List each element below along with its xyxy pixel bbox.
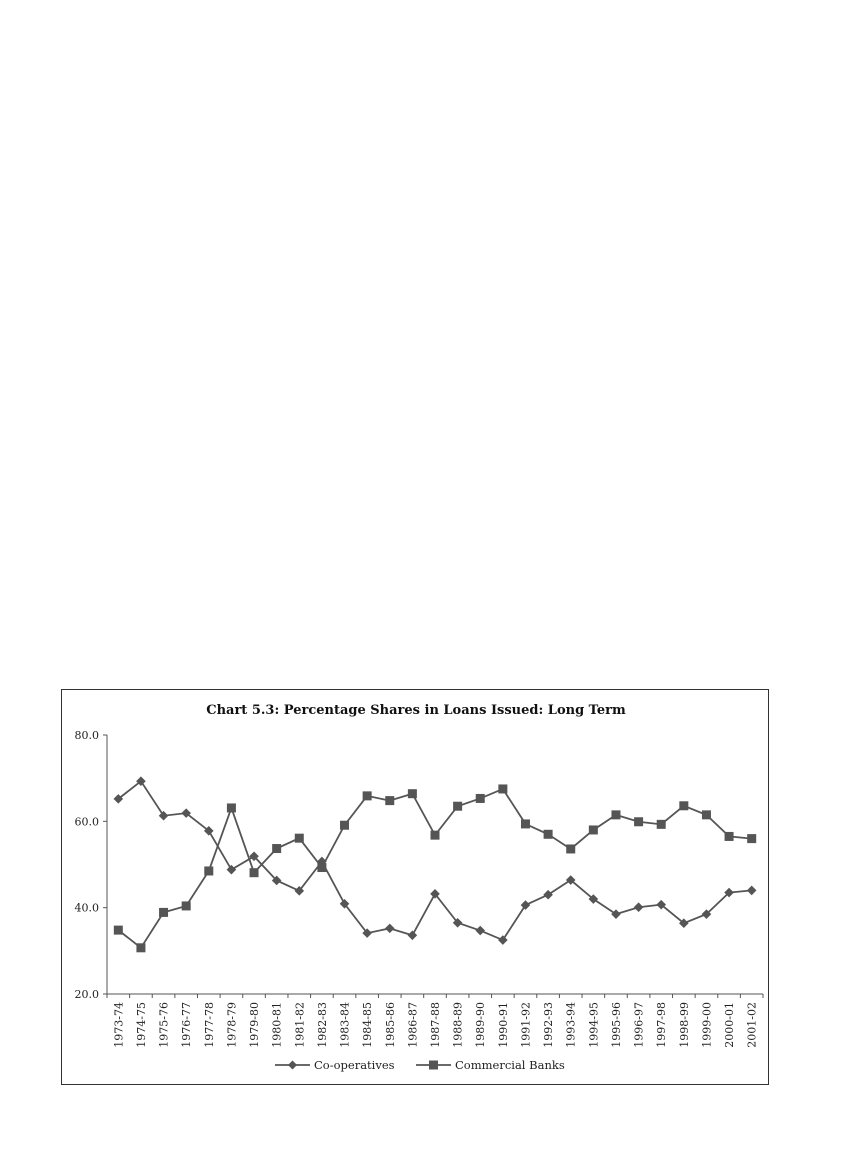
x-tick-label: 1980-81: [270, 1002, 284, 1048]
data-point-series-2: [476, 794, 485, 803]
x-tick-label: 2001-02: [745, 1002, 759, 1048]
x-tick-label: 1977-78: [202, 1002, 216, 1048]
data-point-series-2: [227, 803, 236, 812]
data-point-series-2: [114, 926, 123, 935]
x-tick-label: 1987-88: [429, 1002, 442, 1048]
x-tick-label: 1994-95: [587, 1002, 601, 1048]
data-point-series-1: [498, 935, 508, 945]
data-point-series-2: [611, 810, 620, 819]
x-tick-label: 1995-96: [609, 1002, 623, 1048]
y-tick-label: 20.0: [74, 988, 99, 1001]
x-tick-label: 1978-79: [225, 1002, 239, 1048]
data-point-series-2: [204, 866, 213, 875]
data-point-series-2: [431, 831, 440, 840]
data-point-series-2: [566, 844, 575, 853]
data-point-series-2: [295, 834, 304, 843]
x-tick-label: 1982-83: [315, 1002, 329, 1048]
data-point-series-1: [227, 865, 237, 875]
x-tick-label: 1998-99: [677, 1002, 691, 1048]
data-point-series-2: [453, 802, 462, 811]
data-point-series-2: [747, 834, 756, 843]
data-point-series-1: [521, 900, 531, 910]
data-point-series-1: [634, 902, 644, 912]
data-point-series-2: [272, 844, 281, 853]
data-point-series-2: [182, 901, 191, 910]
data-point-series-2: [408, 789, 417, 798]
data-point-series-1: [159, 811, 169, 821]
x-tick-label: 1996-97: [632, 1002, 646, 1048]
x-tick-label: 1993-94: [564, 1002, 578, 1048]
y-tick-label: 80.0: [74, 729, 99, 742]
chart-title: Chart 5.3: Percentage Shares in Loans Issued: Long Term: [206, 703, 626, 718]
legend-label-2: Commercial Banks: [455, 1058, 565, 1072]
legend-marker-1: [288, 1061, 297, 1070]
data-point-series-2: [679, 801, 688, 810]
x-tick-label: 1992-93: [542, 1002, 556, 1048]
data-point-series-2: [159, 908, 168, 917]
data-point-series-2: [702, 810, 711, 819]
y-tick-label: 40.0: [74, 901, 99, 915]
x-tick-label: 1999-00: [700, 1002, 714, 1048]
data-point-series-2: [725, 832, 734, 841]
x-tick-label: 1983-84: [338, 1002, 352, 1048]
data-point-series-1: [475, 926, 485, 936]
data-point-series-1: [747, 886, 757, 896]
data-point-series-2: [657, 820, 666, 829]
data-point-series-2: [544, 830, 553, 839]
series-line-2: [118, 789, 751, 948]
x-tick-label: 1975-76: [157, 1002, 171, 1048]
x-tick-label: 1984-85: [361, 1002, 375, 1048]
data-point-series-2: [521, 819, 530, 828]
x-tick-label: 1990-91: [496, 1002, 510, 1048]
data-point-series-1: [385, 924, 395, 934]
data-point-series-2: [136, 943, 145, 952]
y-tick-label: 60.0: [74, 815, 99, 829]
chart-frame: [61, 689, 769, 1085]
data-point-series-1: [611, 909, 621, 919]
x-tick-label: 1981-82: [293, 1002, 307, 1048]
x-tick-label: 1986-87: [406, 1002, 420, 1048]
data-point-series-2: [498, 784, 507, 793]
data-point-series-2: [385, 796, 394, 805]
legend-label-1: Co-operatives: [314, 1058, 395, 1072]
x-tick-label: 1985-86: [383, 1002, 397, 1048]
x-tick-label: 1974-75: [134, 1002, 148, 1048]
line-chart: [62, 690, 770, 1086]
x-tick-label: 1973-74: [112, 1002, 126, 1048]
data-point-series-2: [250, 868, 259, 877]
data-point-series-2: [340, 821, 349, 830]
data-point-series-2: [363, 791, 372, 800]
data-point-series-2: [317, 863, 326, 872]
x-tick-label: 1979-80: [248, 1002, 262, 1048]
data-point-series-2: [634, 817, 643, 826]
data-point-series-2: [589, 825, 598, 834]
x-tick-label: 2000-01: [723, 1002, 737, 1048]
x-tick-label: 1988-89: [451, 1002, 465, 1048]
x-tick-label: 1997-98: [655, 1002, 669, 1048]
x-tick-label: 1976-77: [180, 1002, 194, 1048]
data-point-series-1: [408, 930, 418, 940]
x-tick-label: 1991-92: [519, 1002, 533, 1048]
legend-marker-2: [429, 1061, 438, 1070]
data-point-series-1: [543, 890, 553, 900]
x-tick-label: 1989-90: [474, 1002, 488, 1048]
